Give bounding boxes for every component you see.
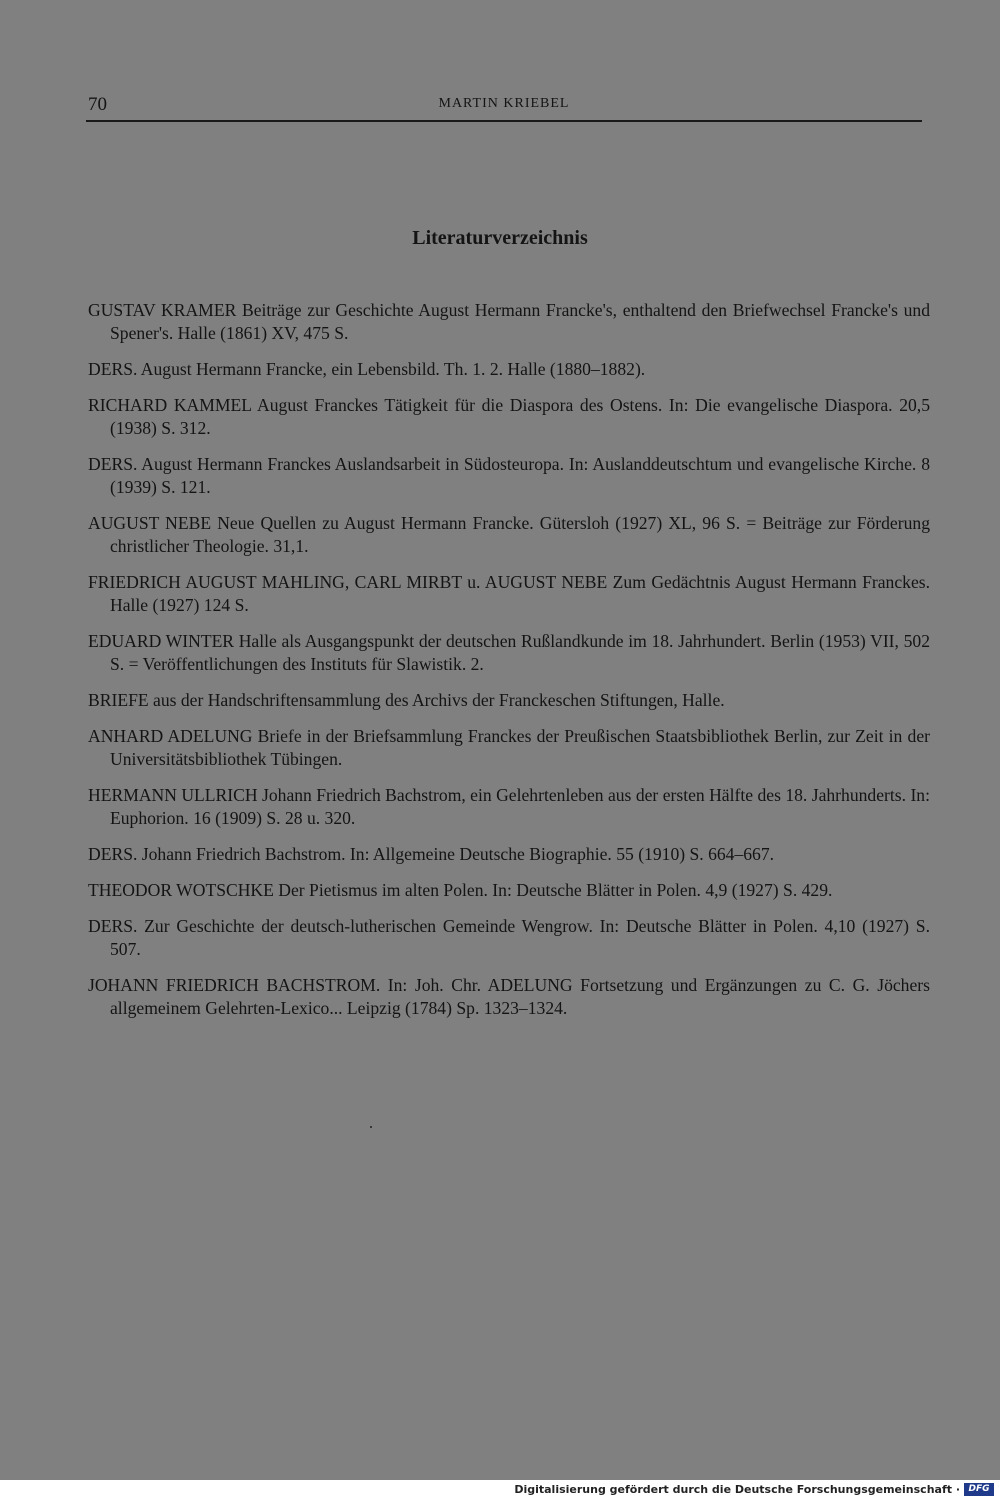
scan-speck	[370, 1126, 372, 1128]
bibliography-entry: AUGUST NEBE Neue Quellen zu August Hermann Francke. Gütersloh (1927) XL, 96 S. = Beiträge zur Förderung christlicher Theologie. 31,1.	[88, 513, 930, 556]
bibliography-entry: DERS. Johann Friedrich Bachstrom. In: Allgemeine Deutsche Biographie. 55 (1910) S. 664–667.	[88, 844, 775, 864]
bibliography-entry: JOHANN FRIEDRICH BACHSTROM. In: Joh. Chr. ADELUNG Fortsetzung und Ergänzungen zu C. G. Jöchers allgemeinem Gelehrten-Lexico... Leipzig (1784) Sp. 1323–1324.	[88, 975, 930, 1018]
digitization-footer	[0, 1480, 1000, 1500]
dfg-logo-icon: DFG	[964, 1483, 994, 1496]
running-title: MARTIN KRIEBEL	[438, 96, 570, 111]
section-title: Literaturverzeichnis	[412, 227, 588, 249]
bibliography-entry: RICHARD KAMMEL August Franckes Tätigkeit für die Diaspora des Ostens. In: Die evangelische Diaspora. 20,5 (1938) S. 312.	[88, 395, 930, 438]
bibliography-entry: THEODOR WOTSCHKE Der Pietismus im alten Polen. In: Deutsche Blätter in Polen. 4,9 (1927) S. 429.	[88, 880, 833, 900]
bibliography-entry: HERMANN ULLRICH Johann Friedrich Bachstrom, ein Gelehrtenleben aus der ersten Hälfte des 18. Jahrhunderts. In: Euphorion. 16 (1909) S. 28 u. 320.	[88, 785, 930, 828]
bibliography-entry: DERS. August Hermann Francke, ein Lebensbild. Th. 1. 2. Halle (1880–1882).	[88, 359, 646, 379]
bibliography-entry: GUSTAV KRAMER Beiträge zur Geschichte August Hermann Francke's, enthaltend den Briefwechsel Francke's und Spener's. Halle (1861) XV, 475 S.	[88, 300, 930, 343]
funding-credit: Digitalisierung gefördert durch die Deutsche Forschungsgemeinschaft ·	[514, 1483, 960, 1496]
bibliography-entry: EDUARD WINTER Halle als Ausgangspunkt der deutschen Rußlandkunde im 18. Jahrhundert. Berlin (1953) VII, 502 S. = Veröffentlichungen des Instituts für Slawistik. 2.	[88, 631, 930, 674]
bibliography-entry: ANHARD ADELUNG Briefe in der Briefsammlung Franckes der Preußischen Staatsbibliothek Berlin, zur Zeit in der Universitätsbibliothek Tübingen.	[88, 726, 930, 769]
bibliography-entry: FRIEDRICH AUGUST MAHLING, CARL MIRBT u. AUGUST NEBE Zum Gedächtnis August Hermann Franckes. Halle (1927) 124 S.	[88, 572, 930, 615]
page-number: 70	[88, 94, 107, 115]
bibliography-list	[88, 299, 930, 1033]
bibliography-entry: DERS. Zur Geschichte der deutsch-lutherischen Gemeinde Wengrow. In: Deutsche Blätter in Polen. 4,10 (1927) S. 507.	[88, 916, 930, 959]
bibliography-entry: BRIEFE aus der Handschriftensammlung des Archivs der Franckeschen Stiftungen, Halle.	[88, 690, 725, 710]
bibliography-entry: DERS. August Hermann Franckes Auslandsarbeit in Südosteuropa. In: Auslanddeutschtum und evangelische Kirche. 8 (1939) S. 121.	[88, 454, 930, 497]
running-head	[86, 92, 922, 122]
